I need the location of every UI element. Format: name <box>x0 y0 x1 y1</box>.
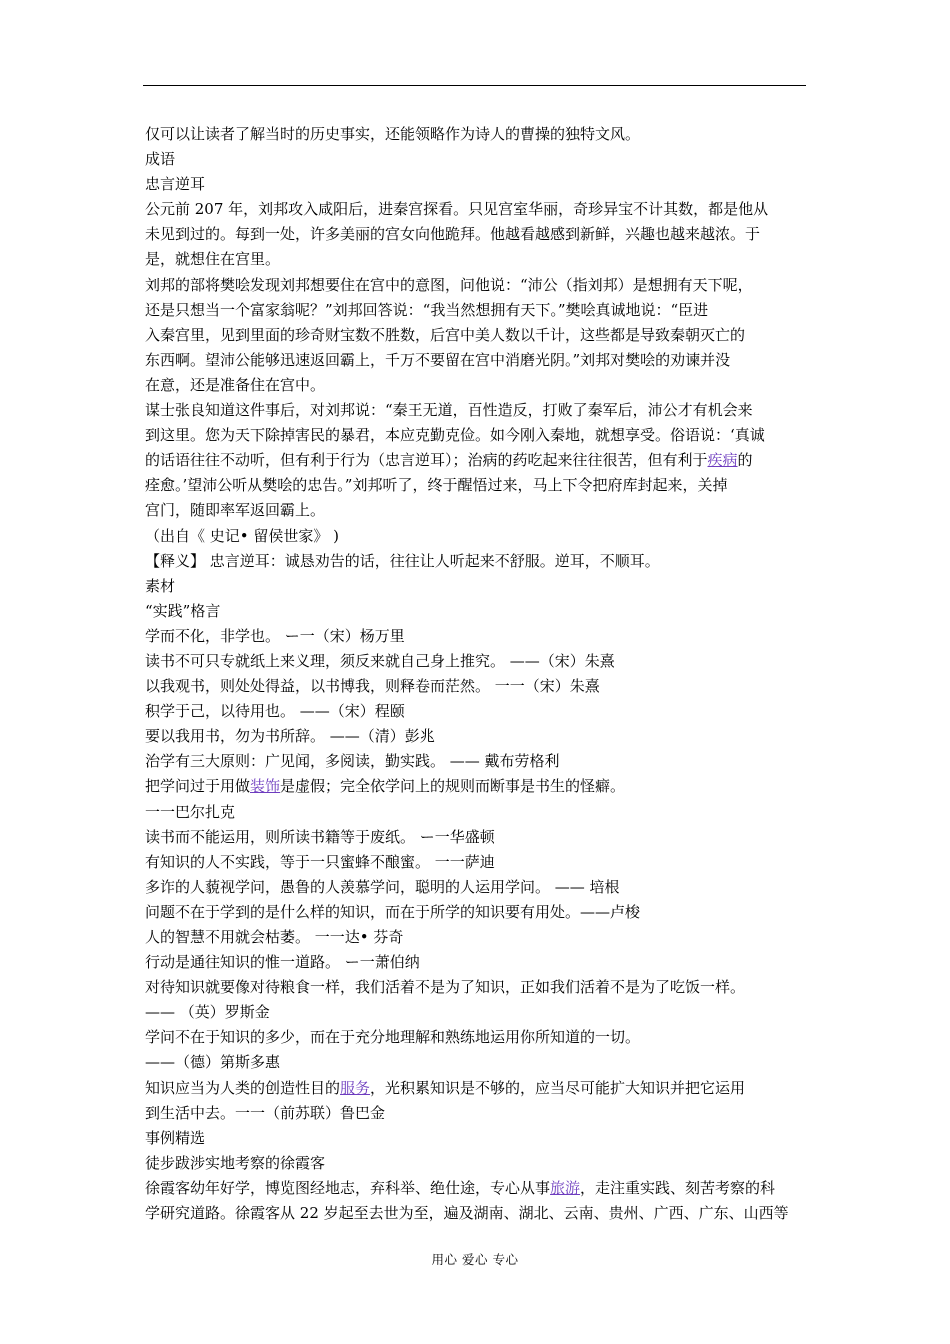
text-line: 到这里。您为天下除掉害民的暴君，本应克勤克俭。如今刚入秦地，就想享受。俗语说：‘真诚 <box>145 426 765 445</box>
text-line: 宫门，随即率军返回霸上。 <box>145 501 326 520</box>
text-line: 素材 <box>145 576 176 595</box>
text-line: 一一巴尔扎克 <box>145 802 236 821</box>
text-line: （出自《 史记• 留侯世家》 ) <box>145 526 340 545</box>
text-line: 读书而不能运用，则所读书籍等于废纸。 ー一华盛顿 <box>145 827 495 846</box>
text-line: ——（德）第斯多惠 <box>145 1053 281 1072</box>
hyperlink[interactable]: 服务 <box>340 1078 371 1097</box>
page-footer: 用心 爱心 专心 <box>431 1252 519 1267</box>
text-line: 入秦宫里，见到里面的珍奇财宝数不胜数，后宫中美人数以千计，这些都是导致秦朝灭亡的 <box>145 325 746 344</box>
text-line: 学而不化，非学也。 ー一（宋）杨万里 <box>145 626 405 645</box>
text-line <box>145 1176 809 1201</box>
text-line: 【释义】 忠言逆耳：诚恳劝告的话，往往让人听起来不舒服。逆耳，不顺耳。 <box>145 551 660 570</box>
text-line: 未见到过的。每到一处，许多美丽的宫女向他跪拜。他越看越感到新鲜，兴趣也越来越浓。于 <box>145 225 761 244</box>
text-span: ，光积累知识是不够的，应当尽可能扩大知识并把它运用 <box>370 1078 746 1097</box>
text-line: 徒步跋涉实地考察的徐霞客 <box>145 1153 326 1172</box>
text-line: 对待知识就要像对待粮食一样，我们活着不是为了知识，正如我们活着不是为了吃饭一样。 <box>145 978 746 997</box>
text-span: ，走注重实践、刻苦考察的科 <box>580 1178 776 1197</box>
text-line: 刘邦的部将樊哙发现刘邦想要住在宫中的意图，问他说：“沛公（指刘邦）是想拥有天下呢， <box>145 275 753 294</box>
text-line: 人的智慧不用就会枯萎。 一一达• 芬奇 <box>145 928 404 946</box>
text-line: 积学于己，以待用也。 ——（宋）程颐 <box>145 702 405 721</box>
text-line: 痊愈。’望沛公听从樊哙的忠告。”刘邦听了，终于醒悟过来，马上下令把府库封起来，关掉 <box>145 476 728 495</box>
text-line: 治学有三大原则：广见闻，多阅读，勤实践。 —— 戴布劳格利 <box>145 752 560 771</box>
text-line: 是，就想住在宫里。 <box>145 250 281 269</box>
text-span: 知识应当为人类的创造性目的 <box>145 1078 341 1097</box>
text-span: 把学问过于用做 <box>145 777 251 796</box>
text-line: 多诈的人藐视学问，愚鲁的人羡慕学问，聪明的人运用学问。 —— 培根 <box>145 877 620 896</box>
text-line: 仅可以让读者了解当时的历史事实，还能领略作为诗人的曹操的独特文风。 <box>145 125 641 143</box>
text-line: 忠言逆耳 <box>145 175 206 194</box>
text-line <box>145 1076 809 1101</box>
text-line: 到生活中去。一一（前苏联）鲁巴金 <box>145 1103 386 1122</box>
text-line: 问题不在于学到的是什么样的知识，而在于所学的知识要有用处。——卢梭 <box>145 902 641 921</box>
hyperlink[interactable]: 旅游 <box>550 1178 581 1197</box>
text-line: 在意，还是准备住在宫中。 <box>145 375 326 394</box>
text-span: 的 <box>737 451 753 470</box>
text-line <box>145 448 809 473</box>
text-line: 要以我用书，勿为书所辞。 ——（清）彭兆 <box>145 727 435 746</box>
text-span: 是虚假；完全依学问上的规则而断事是书生的怪癖。 <box>280 777 626 796</box>
text-line: 东西啊。望沛公能够迅速返回霸上，千万不要留在宫中消磨光阴。”刘邦对樊哙的劝谏并没 <box>145 350 731 369</box>
text-span: 的话语往往不动听，但有利于行为（忠言逆耳）；治病的药吃起来往往很苦，但有利于 <box>145 451 708 470</box>
hyperlink[interactable]: 疾病 <box>707 451 738 470</box>
text-line: 成语 <box>145 150 176 169</box>
text-line: 以我观书，则处处得益，以书博我，则释卷而茫然。 一一（宋）朱熹 <box>145 677 600 696</box>
text-line: 公元前 207 年，刘邦攻入咸阳后，进秦宫探看。只见宫室华丽，奇珍异宝不计其数，都是他从 <box>145 200 769 219</box>
text-line: 学研究道路。徐霞客从 22 岁起至去世为至，遍及湖南、湖北、云南、贵州、广西、广东、山西等 <box>145 1204 789 1223</box>
text-line: “实践”格言 <box>145 601 221 620</box>
text-span: 徐霞客幼年好学，博览图经地志，弃科举、绝仕途，专心从事 <box>145 1178 551 1197</box>
header-rule <box>143 85 806 86</box>
hyperlink[interactable]: 装饰 <box>250 777 281 796</box>
text-line: 行动是通往知识的惟一道路。 ー一萧伯纳 <box>145 953 420 972</box>
body-text <box>145 122 809 1226</box>
text-line: 谋士张良知道这件事后，对刘邦说：“秦王无道，百性造反，打败了秦军后，沛公才有机会来 <box>145 401 753 420</box>
text-line: 读书不可只专就纸上来义理，须反来就自己身上推究。 ——（宋）朱熹 <box>145 651 615 670</box>
text-line <box>145 774 809 799</box>
text-line: 事例精选 <box>145 1128 206 1147</box>
text-line: 有知识的人不实践，等于一只蜜蜂不酿蜜。 一一萨迪 <box>145 852 495 871</box>
text-line: —— （英）罗斯金 <box>145 1003 270 1022</box>
text-line: 学问不在于知识的多少，而在于充分地理解和熟练地运用你所知道的一切。 <box>145 1028 641 1047</box>
text-line: 还是只想当一个富家翁呢？”刘邦回答说：“我当然想拥有天下。”樊哙真诚地说：“臣进 <box>145 300 709 319</box>
